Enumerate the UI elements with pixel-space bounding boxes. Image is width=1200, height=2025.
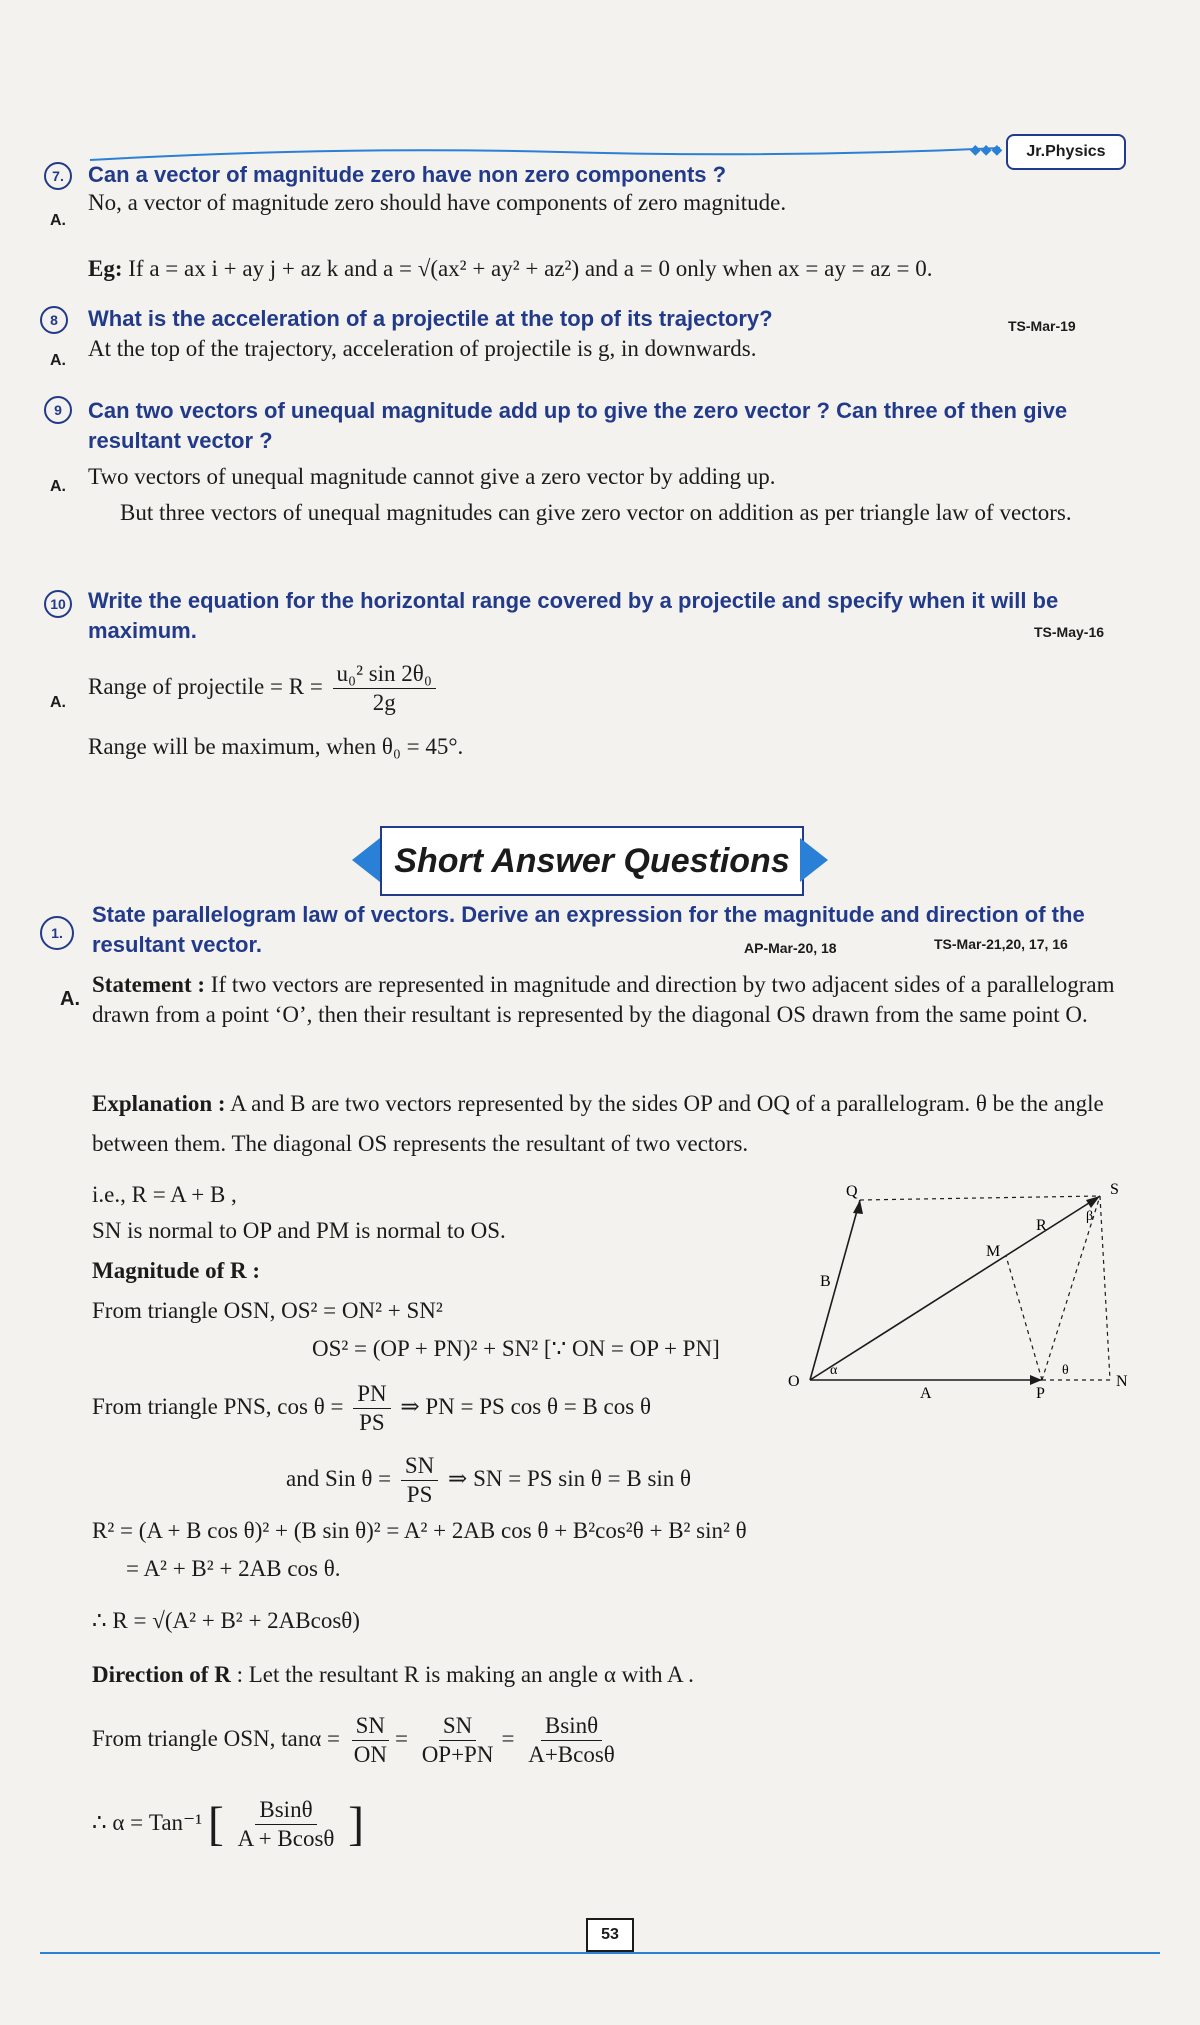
resultant-relation: i.e., R = A + B , (92, 1182, 237, 1207)
normal-pm (1006, 1256, 1042, 1380)
eq-alpha-prefix: ∴ α = Tan⁻¹ (92, 1809, 203, 1835)
range-numerator: u₀² sin 2θ₀ (333, 660, 436, 689)
label-o: O (788, 1373, 800, 1390)
label-m: M (986, 1243, 1001, 1260)
eq-cos-prefix: From triangle PNS, cos θ = (92, 1393, 344, 1419)
eq-sin-fraction (401, 1452, 438, 1509)
eq-tan-frac1 (350, 1712, 391, 1769)
range-fraction (333, 660, 436, 717)
page-number: 53 (586, 1918, 634, 1952)
eq-osn: From triangle OSN, OS² = ON² + SN² (92, 1298, 443, 1323)
exam-tag-ap: AP-Mar-20, 18 (744, 940, 837, 956)
direction-text: : Let the resultant R is making an angle α with A . (236, 1662, 694, 1687)
question-number: 8 (40, 306, 68, 334)
normal-text: SN is normal to OP and PM is normal to OS. (92, 1218, 506, 1243)
label-beta: β (1086, 1209, 1094, 1224)
question-number: 1. (40, 916, 74, 950)
question-8: What is the acceleration of a projectile at the top of its trajectory? (88, 306, 773, 331)
eg-label: Eg: (88, 256, 123, 281)
explanation-label: Explanation : (92, 1091, 226, 1116)
side-qs (860, 1196, 1100, 1200)
banner-left-arrow (352, 838, 380, 882)
label-s: S (1110, 1181, 1119, 1198)
eq-alpha-fraction (234, 1796, 339, 1853)
frac3-num: Bsinθ (541, 1712, 602, 1741)
example-line (88, 254, 1118, 284)
saq-1-question: State parallelogram law of vectors. Derive an expression for the magnitude and direction of the resultant vector. (92, 902, 1085, 957)
range-max-text: Range will be maximum, when θ₀ = 45°. (88, 734, 464, 759)
range-denominator: 2g (372, 690, 396, 715)
label-n: N (1116, 1373, 1128, 1390)
svg-text:◆◆◆: ◆◆◆ (970, 142, 1003, 158)
eq-cos (92, 1380, 651, 1437)
frac1-den: ON (353, 1742, 387, 1767)
answer-label: A. (60, 988, 80, 1010)
answer-8: At the top of the trajectory, acceleration of projectile is g, in downwards. (88, 336, 757, 361)
question-number: 9 (44, 396, 72, 424)
label-b: B (820, 1273, 831, 1290)
range-equation (88, 660, 440, 717)
magnitude-heading: Magnitude of R : (92, 1258, 261, 1283)
eq-alpha: ∴ α = Tan⁻¹ [ $\frac{Bsin\theta}{A + Bcos\theta}$ ] (92, 1797, 365, 1851)
question-number: 10 (44, 590, 72, 618)
normal-sn (1100, 1196, 1110, 1380)
label-p: P (1036, 1385, 1045, 1400)
parallelogram-diagram (780, 1180, 1160, 1400)
eq-r-squared-simplified: = A² + B² + 2AB cos θ. (126, 1556, 341, 1581)
label-r: R (1036, 1217, 1047, 1234)
label-q: Q (846, 1183, 858, 1200)
direction-line (92, 1660, 694, 1690)
answer-label: A. (50, 352, 66, 369)
question-10: Write the equation for the horizontal range covered by a projectile and specify when it will be maximum. (88, 588, 1059, 643)
question-9: Can two vectors of unequal magnitude add up to give the zero vector ? Can three of then give resultant vector ? (88, 398, 1068, 453)
answer-9-line2: But three vectors of unequal magnitudes can give zero vector on addition as per triangle law of vectors. (120, 500, 1072, 525)
eq-cos-suffix: ⇒ PN = PS cos θ = B cos θ (400, 1393, 651, 1419)
eq-sin-prefix: and Sin θ = (286, 1465, 392, 1491)
eg-text: If a = ax i + ay j + az k and a = √(ax² + ay² + az²) and a = 0 only when ax = ay = az = 0. (128, 256, 933, 281)
frac1-num: SN (352, 1712, 389, 1741)
exam-tag: TS-Mar-19 (1008, 318, 1076, 334)
eq-tan-frac3 (524, 1712, 619, 1769)
label-a: A (920, 1385, 932, 1400)
statement-paragraph (92, 970, 1132, 1030)
eq-tan: From triangle OSN, tanα = $\frac{SN}{ON}$ = $\frac{SN}{OP+PN}$ = $\frac{Bsin\theta}{A+Bcos\theta}$ (92, 1712, 623, 1769)
eq-cos-fraction (353, 1380, 390, 1437)
eq-sin-den: PS (406, 1482, 433, 1507)
direction-heading: Direction of R (92, 1662, 231, 1687)
eq-sin (286, 1452, 691, 1509)
eq-cos-num: PN (353, 1380, 390, 1409)
banner-right-arrow (800, 838, 828, 882)
frac2-den: OP+PN (421, 1742, 494, 1767)
eq-sin-suffix: ⇒ SN = PS sin θ = B sin θ (448, 1465, 692, 1491)
answer-label: A. (50, 478, 66, 495)
eq-r: ∴ R = √(A² + B² + 2ABcosθ) (92, 1608, 360, 1633)
eq-r-squared: R² = (A + B cos θ)² + (B sin θ)² = A² + 2AB cos θ + B²cos²θ + B² sin² θ (92, 1518, 747, 1543)
question-7: Can a vector of magnitude zero have non zero components ? (88, 162, 727, 187)
footer-rule (40, 1952, 1160, 1954)
exam-tag: TS-May-16 (1034, 624, 1105, 640)
answer-9-line1: Two vectors of unequal magnitude cannot give a zero vector by adding up. (88, 464, 776, 489)
eq-tan-prefix: From triangle OSN, tanα = (92, 1725, 340, 1751)
header-label: Jr.Physics (1006, 134, 1126, 170)
label-alpha: α (830, 1363, 838, 1378)
statement-text: If two vectors are represented in magnitude and direction by two adjacent sides of a parallelogram drawn from a point ‘O’, then their resultant is represented by the diagonal OS drawn from the same point O. (92, 972, 1115, 1027)
eq-sin-num: SN (401, 1452, 438, 1481)
label-theta: θ (1062, 1363, 1069, 1378)
eq-os-squared: OS² = (OP + PN)² + SN² [∵ ON = OP + PN] (312, 1336, 720, 1361)
answer-7: No, a vector of magnitude zero should have components of zero magnitude. (88, 190, 787, 215)
question-number: 7. (44, 162, 72, 190)
range-prefix: Range of projectile = R = (88, 673, 323, 699)
answer-label: A. (50, 694, 66, 711)
alpha-den: A + Bcosθ (237, 1826, 335, 1851)
explanation-paragraph (92, 1084, 1132, 1164)
frac3-den: A+Bcosθ (528, 1742, 615, 1767)
statement-label: Statement : (92, 972, 206, 997)
exam-tag-ts: TS-Mar-21,20, 17, 16 (934, 936, 1068, 952)
eq-tan-frac2 (418, 1712, 498, 1769)
answer-label: A. (50, 212, 66, 229)
frac2-num: SN (439, 1712, 476, 1741)
section-title: Short Answer Questions (380, 826, 804, 896)
alpha-num: Bsinθ (255, 1796, 316, 1825)
explanation-text: A and B are two vectors represented by the sides OP and OQ of a parallelogram. θ be the angle between them. The diagonal OS represents the resultant of two vectors. (92, 1091, 1104, 1156)
eq-cos-den: PS (359, 1410, 385, 1435)
